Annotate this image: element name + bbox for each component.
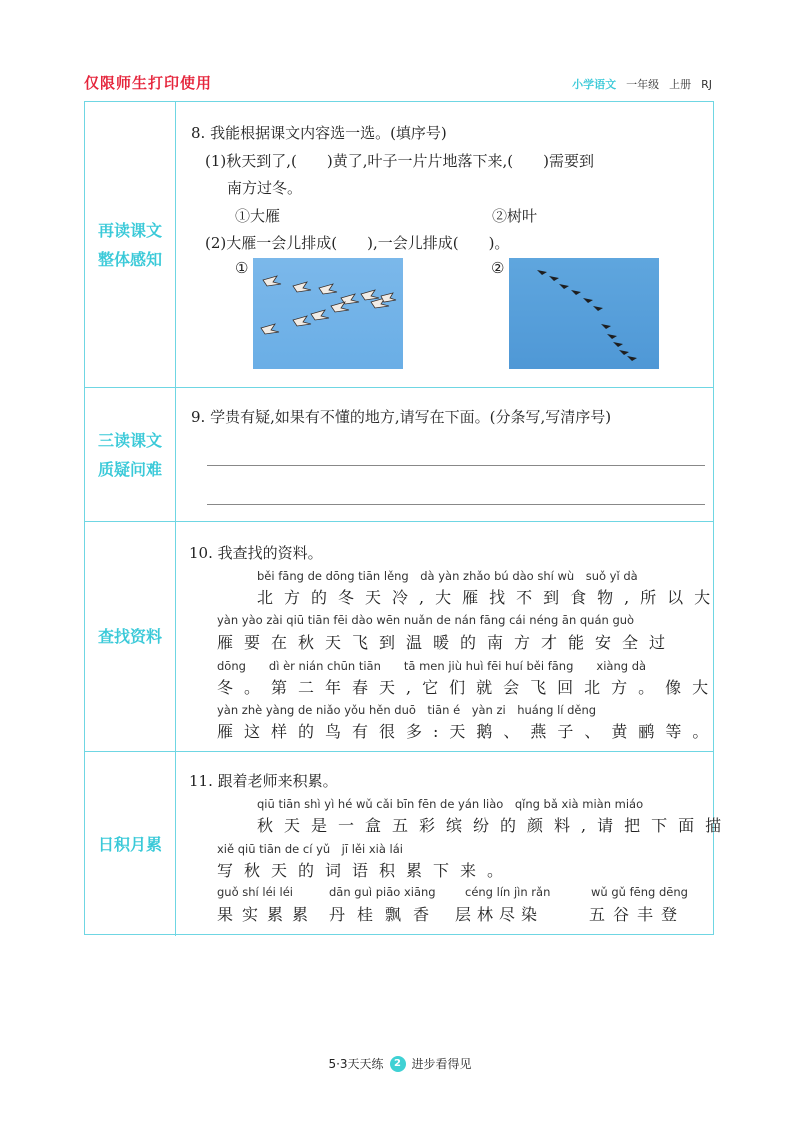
section-label-reread [85, 102, 176, 387]
word-pinyin-1: guǒ shí léi léi [217, 885, 293, 899]
footer-slogan: 进步看得见 [411, 1057, 472, 1071]
q10-text-1: 北方的冬天冷,大雁找不到食物,所以大 [257, 588, 722, 607]
geese-flying-line-icon [253, 258, 403, 369]
section-label-text: 查找资料 [97, 627, 162, 646]
geese-flying-herringbone-icon [509, 258, 659, 369]
volume-label: 上册 [669, 78, 692, 91]
section-label-line1: 再读课文 [97, 220, 162, 240]
page-number: 2 [390, 1056, 406, 1072]
word-2: 丹桂飘香 [329, 905, 442, 924]
subject-label: 小学语文 [572, 78, 617, 91]
section-label-research [85, 522, 176, 751]
word-pinyin-4: wǔ gǔ fēng dēng [591, 885, 688, 899]
question-11 [177, 752, 733, 936]
q10-pinyin-2: yàn yào zài qiū tiān fēi dào wēn nuǎn de nán fāng cái néng ān quán guò [217, 613, 635, 627]
print-notice: 仅限师生打印使用 [84, 74, 213, 92]
q8-part1-line2: 南方过冬。 [227, 179, 303, 197]
q11-pinyin-1: qiū tiān shì yì hé wǔ cǎi bīn fēn de yán liào qǐng bǎ xià miàn miáo [257, 797, 644, 811]
q10-title: 10. 我查找的资料。 [189, 544, 323, 562]
question-10 [177, 522, 722, 751]
answer-line-1[interactable] [207, 465, 705, 466]
q10-text-3: 冬。第二年春天,它们就会飞回北方。像大 [217, 678, 720, 697]
section-label-line2: 整体感知 [97, 249, 162, 269]
answer-line-2[interactable] [207, 504, 705, 505]
section-accumulate [85, 752, 733, 936]
image-2-label: ② [491, 259, 505, 277]
question-9 [177, 388, 713, 521]
section-label-line1: 三读课文 [97, 430, 162, 450]
footer-brand: 5·3天天练 [328, 1057, 384, 1071]
worksheet-table [84, 101, 733, 935]
q8-title: 8. 我能根据课文内容选一选。(填序号) [191, 124, 447, 142]
section-label-line2: 质疑问难 [97, 459, 162, 479]
q8-part1-line1: (1)秋天到了,( )黄了,叶子一片片地落下来,( )需要到 [205, 152, 594, 170]
book-info [572, 76, 712, 92]
section-research [85, 522, 722, 752]
q10-text-2: 雁要在秋天飞到温暖的南方才能安全过 [217, 633, 677, 652]
q11-text-2: 写秋天的词语积累下来。 [217, 861, 515, 880]
section-label-question [85, 388, 176, 521]
q8-option-1: ①大雁 [235, 207, 281, 225]
page-footer [0, 1055, 800, 1072]
word-3: 层林尽染 [455, 905, 544, 924]
q10-pinyin-3: dōng dì èr nián chūn tiān tā men jiù huì fēi huí běi fāng xiàng dà [217, 659, 647, 673]
section-label-text: 日积月累 [97, 834, 162, 854]
grade-label: 一年级 [626, 78, 660, 91]
q11-text-1: 秋天是一盒五彩缤纷的颜料,请把下面描 [257, 816, 733, 835]
q10-text-4: 雁这样的鸟有很多:天鹅、燕子、黄鹂等。 [217, 722, 720, 741]
q11-pinyin-2: xiě qiū tiān de cí yǔ jī lěi xià lái [217, 842, 403, 856]
word-1: 果实累累 [217, 905, 318, 924]
edition-label: RJ [701, 78, 712, 91]
word-pinyin-2: dān guì piāo xiāng [329, 885, 436, 899]
q9-title: 9. 学贵有疑,如果有不懂的地方,请写在下面。(分条写,写清序号) [191, 408, 612, 426]
word-pinyin-3: céng lín jìn rǎn [465, 885, 551, 899]
geese-v-image [509, 258, 659, 369]
geese-line-image [253, 258, 403, 369]
section-label-accumulate [85, 752, 176, 936]
q8-part2: (2)大雁一会儿排成( ),一会儿排成( )。 [205, 234, 510, 252]
word-4: 五谷丰登 [589, 905, 686, 924]
q11-title: 11. 跟着老师来积累。 [189, 772, 338, 790]
image-1-label: ① [235, 259, 249, 277]
section-reread [85, 102, 713, 388]
q8-option-2: ②树叶 [492, 207, 538, 225]
q10-pinyin-1: běi fāng de dōng tiān lěng dà yàn zhǎo bú dào shí wù suǒ yǐ dà [257, 569, 638, 583]
section-question [85, 388, 713, 522]
q10-pinyin-4: yàn zhè yàng de niǎo yǒu hěn duō tiān é yàn zi huáng lí děng [217, 703, 597, 717]
question-8 [177, 102, 713, 387]
